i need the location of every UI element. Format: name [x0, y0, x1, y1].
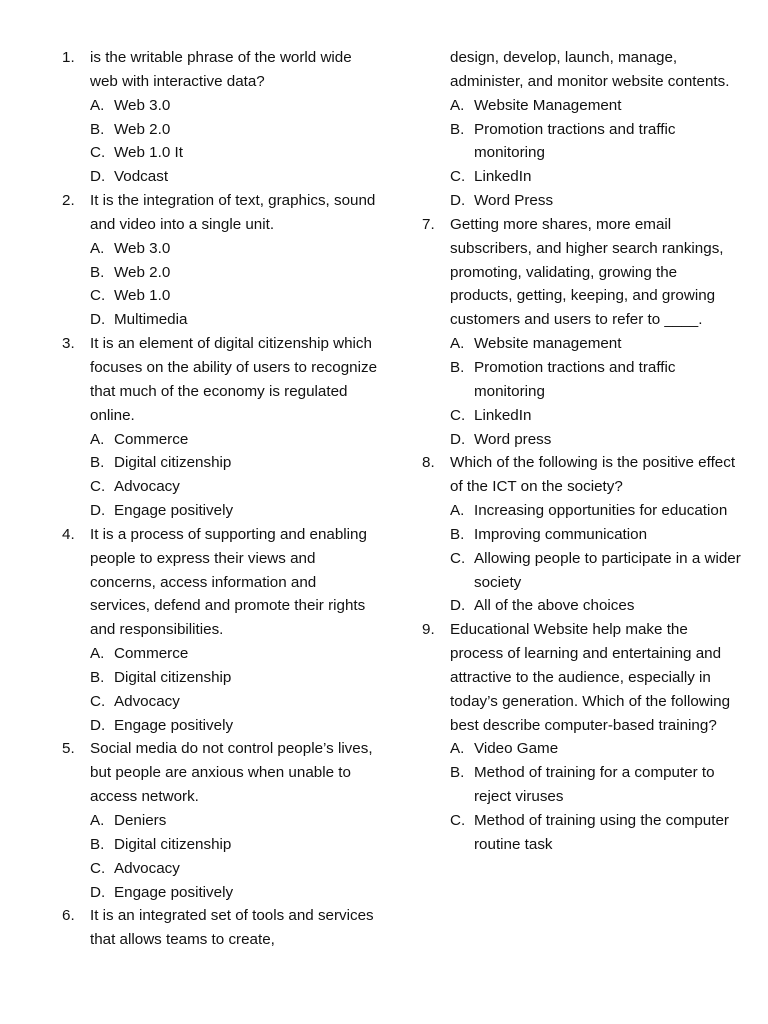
option-text: Engage positively	[114, 883, 234, 901]
option-text: Website management	[474, 335, 622, 353]
question-item	[422, 213, 742, 451]
option-letter: A.	[450, 740, 465, 758]
option-text: Digital citizenship	[114, 454, 232, 472]
question-item	[62, 523, 380, 738]
option-letter: C.	[450, 406, 466, 424]
answer-option	[422, 428, 742, 452]
question-stem	[62, 189, 380, 237]
question-number: 6.	[62, 907, 75, 925]
answer-option	[422, 499, 742, 523]
answer-option	[62, 118, 380, 142]
answer-option	[62, 809, 380, 833]
option-letter: B.	[90, 835, 105, 853]
question-item	[422, 618, 742, 856]
answer-option	[62, 284, 380, 308]
answer-option	[62, 428, 380, 452]
question-text: It is an element of digital citizenship which focuses on the ability of users to recognize that much of the economy is regulated online.	[90, 335, 378, 424]
option-letter: B.	[450, 358, 465, 376]
option-letter: B.	[90, 454, 105, 472]
answer-option	[62, 714, 380, 738]
option-text: Video Game	[474, 740, 559, 758]
answer-option	[62, 857, 380, 881]
option-letter: A.	[90, 645, 105, 663]
option-text: Advocacy	[114, 478, 180, 496]
option-letter: A.	[90, 239, 105, 257]
option-text: Web 3.0	[114, 239, 171, 257]
option-text: Web 3.0	[114, 96, 171, 114]
answer-option	[422, 594, 742, 618]
option-text: Digital citizenship	[114, 835, 232, 853]
question-item	[62, 46, 380, 189]
option-letter: B.	[90, 263, 105, 281]
answer-option	[62, 237, 380, 261]
question-stem	[422, 213, 742, 332]
option-letter: D.	[90, 883, 106, 901]
answer-option	[422, 356, 742, 404]
option-text: Improving communication	[474, 525, 648, 543]
option-text: Vodcast	[114, 168, 169, 186]
option-text: Web 1.0 It	[114, 144, 183, 162]
question-stem	[62, 523, 380, 642]
option-letter: B.	[450, 525, 465, 543]
option-letter: D.	[450, 430, 466, 448]
option-letter: A.	[450, 335, 465, 353]
question-number: 1.	[62, 49, 75, 66]
answer-option	[422, 547, 742, 595]
option-text: Advocacy	[114, 692, 180, 710]
answer-option	[62, 165, 380, 189]
option-text: Commerce	[114, 645, 189, 663]
option-text: LinkedIn	[474, 406, 532, 424]
question-number: 7.	[422, 215, 435, 233]
option-letter: C.	[90, 478, 106, 496]
question-stem	[422, 618, 742, 737]
option-text: Deniers	[114, 812, 167, 829]
answer-option	[62, 690, 380, 714]
option-letter: D.	[450, 192, 466, 210]
option-text: Web 1.0	[114, 287, 171, 305]
continued-question-text: design, develop, launch, manage, administer, and monitor website contents.	[450, 49, 730, 90]
question-stem	[62, 46, 380, 94]
question-stem	[62, 904, 380, 952]
option-letter: B.	[90, 668, 105, 686]
option-text: All of the above choices	[474, 597, 635, 615]
right-questions	[422, 213, 742, 857]
option-letter: C.	[450, 549, 466, 567]
option-text: Promotion tractions and traffic monitoring	[474, 358, 676, 400]
option-letter: A.	[450, 502, 465, 520]
option-text: Method of training using the computer routine task	[474, 812, 729, 853]
option-text: Engage positively	[114, 716, 234, 734]
option-text: LinkedIn	[474, 168, 532, 186]
continued-question-options	[422, 94, 742, 213]
option-letter: A.	[90, 430, 105, 448]
question-text: Educational Website help make the process of learning and entertaining and attractive to the audience, especially in today’s generation. Which of the following best describe computer-based training?	[450, 621, 731, 734]
option-text: Website Management	[474, 96, 622, 114]
option-text: Engage positively	[114, 502, 234, 520]
question-text: Social media do not control people’s lives, but people are anxious when unable to access network.	[90, 740, 373, 806]
option-text: Word Press	[474, 192, 554, 210]
option-letter: A.	[90, 96, 105, 114]
question-number: 8.	[422, 454, 435, 472]
question-item	[62, 189, 380, 332]
option-letter: B.	[450, 764, 465, 782]
question-stem	[422, 451, 742, 499]
question-number: 9.	[422, 621, 435, 639]
option-letter: C.	[90, 287, 106, 305]
question-text: It is the integration of text, graphics, sound and video into a single unit.	[90, 192, 376, 233]
question-number: 3.	[62, 335, 75, 353]
question-item	[62, 737, 380, 904]
question-text: is the writable phrase of the world wide web with interactive data?	[90, 49, 352, 90]
option-text: Advocacy	[114, 859, 180, 877]
answer-option	[422, 809, 742, 857]
option-text: Web 2.0	[114, 120, 171, 138]
question-number: 5.	[62, 740, 75, 758]
option-letter: B.	[450, 120, 465, 138]
answer-option	[62, 475, 380, 499]
option-text: Web 2.0	[114, 263, 171, 281]
question-item	[62, 904, 380, 952]
question-number: 4.	[62, 525, 75, 543]
answer-option	[422, 404, 742, 428]
left-column	[62, 46, 380, 952]
option-letter: D.	[90, 168, 106, 186]
option-text: Promotion tractions and traffic monitoring	[474, 120, 676, 162]
option-text: Increasing opportunities for education	[474, 502, 728, 520]
answer-option	[422, 189, 742, 213]
option-letter: C.	[90, 692, 106, 710]
answer-option	[422, 737, 742, 761]
option-letter: A.	[450, 96, 465, 114]
option-text: Word press	[474, 430, 552, 448]
option-letter: C.	[450, 812, 466, 829]
answer-option	[62, 666, 380, 690]
answer-option	[62, 141, 380, 165]
answer-option	[62, 451, 380, 475]
option-letter: A.	[90, 812, 105, 829]
question-text: Getting more shares, more email subscribers, and higher search rankings, promoting, validating, growing the products, getting, keeping, and growing customers and users to refer to ____.	[450, 215, 724, 329]
option-letter: C.	[90, 144, 106, 162]
answer-option	[422, 332, 742, 356]
question-text: It is an integrated set of tools and services that allows teams to create,	[90, 907, 374, 949]
answer-option	[62, 881, 380, 905]
option-letter: B.	[90, 120, 105, 138]
answer-option	[62, 308, 380, 332]
answer-option	[62, 261, 380, 285]
question-stem	[62, 332, 380, 427]
answer-option	[422, 94, 742, 118]
answer-option	[62, 94, 380, 118]
option-text: Method of training for a computer to reject viruses	[474, 764, 715, 806]
option-text: Commerce	[114, 430, 189, 448]
answer-option	[422, 761, 742, 809]
answer-option	[422, 165, 742, 189]
question-number: 2.	[62, 192, 75, 210]
answer-option	[422, 523, 742, 547]
question-item	[422, 451, 742, 618]
option-text: Allowing people to participate in a wider society	[474, 549, 741, 591]
answer-option	[422, 118, 742, 166]
right-column	[422, 46, 742, 857]
option-text: Digital citizenship	[114, 668, 232, 686]
option-letter: C.	[450, 168, 466, 186]
answer-option	[62, 499, 380, 523]
answer-option	[62, 833, 380, 857]
question-stem	[62, 737, 380, 809]
option-letter: D.	[90, 502, 106, 520]
option-letter: D.	[90, 311, 106, 329]
option-letter: D.	[90, 716, 106, 734]
question-text: Which of the following is the positive effect of the ICT on the society?	[450, 454, 736, 496]
question-text: It is a process of supporting and enabling people to express their views and concerns, access information and services, defend and promote their rights and responsibilities.	[90, 525, 367, 639]
question-item	[62, 332, 380, 523]
option-letter: D.	[450, 597, 466, 615]
option-letter: C.	[90, 859, 106, 877]
option-text: Multimedia	[114, 311, 188, 329]
answer-option	[62, 642, 380, 666]
